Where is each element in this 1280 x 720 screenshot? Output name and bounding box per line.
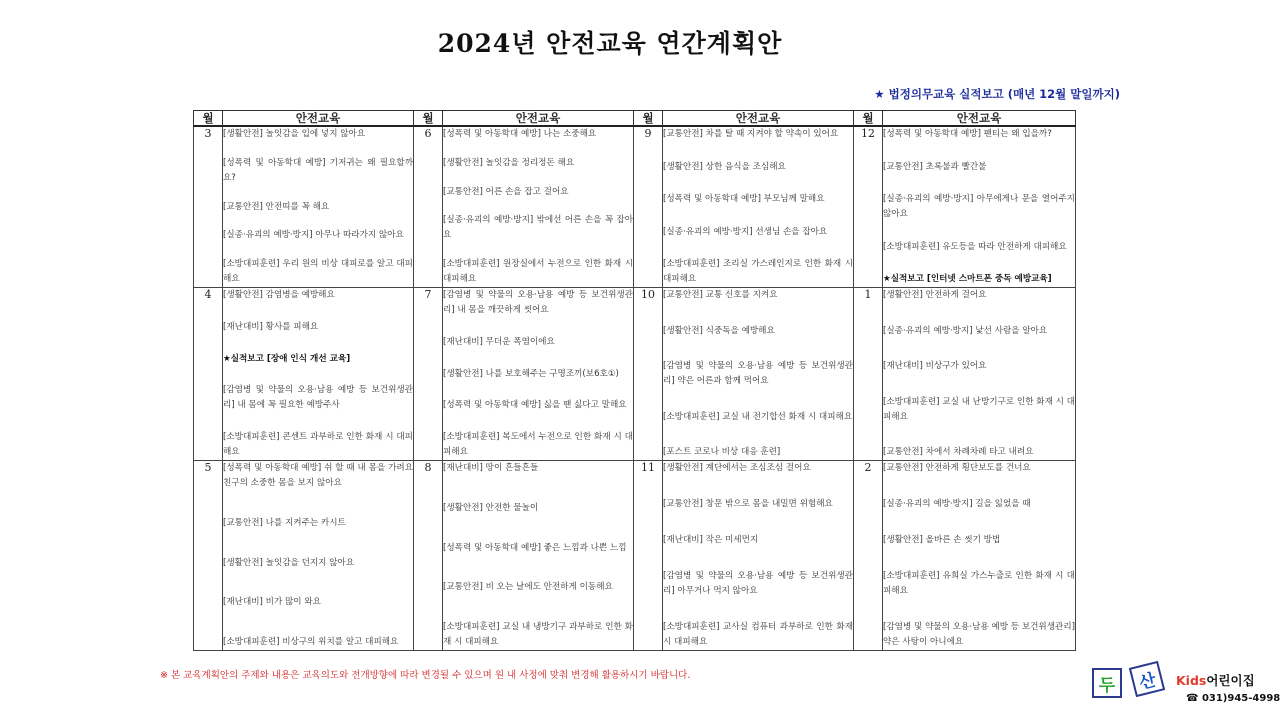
month-cell: 10 bbox=[634, 288, 663, 461]
month-cell: 4 bbox=[194, 288, 223, 461]
education-item: [실종·유괴의 예방·방지] 길을 잃었을 때 bbox=[883, 499, 1031, 509]
education-cell bbox=[443, 126, 634, 288]
table-row bbox=[194, 288, 1076, 461]
education-item: [교통안전] 안전띠를 꼭 해요 bbox=[223, 201, 330, 212]
education-item: [교통안전] 안전하게 횡단보도를 건너요 bbox=[883, 463, 1031, 473]
education-item: [생활안전] 안전한 물놀이 bbox=[443, 502, 539, 513]
header-safety-education: 안전교육 bbox=[223, 111, 414, 127]
education-item: [소방대피훈련] 교실 내 난방기구로 인한 화재 시 대피해요 bbox=[883, 396, 1075, 422]
header-month: 월 bbox=[854, 111, 883, 127]
education-item: [생활안전] 감염병을 예방해요 bbox=[223, 290, 335, 300]
education-cell bbox=[223, 461, 414, 651]
education-item: [소방대피훈련] 원장실에서 누전으로 인한 화재 시 대피해요 bbox=[443, 259, 633, 284]
education-list bbox=[223, 288, 413, 460]
education-list bbox=[443, 288, 633, 460]
month-cell: 2 bbox=[854, 461, 883, 651]
logo-kids-text: Kids bbox=[1176, 673, 1207, 688]
education-item: [생활안전] 계단에서는 조심조심 걸어요 bbox=[663, 463, 811, 473]
month-cell: 3 bbox=[194, 126, 223, 288]
month-cell: 9 bbox=[634, 126, 663, 288]
education-item: [재난대비] 땅이 흔들흔들 bbox=[443, 463, 539, 473]
education-cell bbox=[663, 126, 854, 288]
education-item: [소방대피훈련] 교실 내 전기합선 화재 시 대피해요 bbox=[663, 411, 853, 422]
education-item: [성폭력 및 아동학대 예방] 팬티는 왜 입을까? bbox=[883, 129, 1052, 139]
education-item: [성폭력 및 아동학대 예방] 싫을 땐 싫다고 말해요 bbox=[443, 400, 627, 411]
logo-char-box-1: 두 bbox=[1092, 668, 1122, 698]
header-month: 월 bbox=[414, 111, 443, 127]
education-item: [소방대피훈련] 우리 원의 비상 대피로를 알고 대피해요 bbox=[223, 259, 413, 284]
education-item: [감염병 및 약물의 오용·남용 예방 등 보건위생관리] 약은 사탕이 아니에요 bbox=[883, 622, 1075, 647]
education-item-highlight: ★실적보고 [인터넷 스마트폰 중독 예방교육] bbox=[883, 274, 1052, 284]
education-list bbox=[883, 127, 1075, 287]
education-list bbox=[883, 288, 1075, 460]
education-cell bbox=[663, 288, 854, 461]
education-item: [포스트 코로나 비상 대응 훈련] bbox=[663, 447, 781, 457]
education-item: [교통안전] 교통 신호를 지켜요 bbox=[663, 290, 778, 300]
education-item: [감염병 및 약물의 오용·남용 예방 등 보건위생관리] 아무거나 먹지 않아요 bbox=[663, 571, 853, 596]
table-row bbox=[194, 126, 1076, 288]
education-item: [교통안전] 차를 탈 때 지켜야 할 약속이 있어요 bbox=[663, 129, 839, 139]
education-item: [소방대피훈련] 조리실 가스레인지로 인한 화재 시 대피해요 bbox=[663, 259, 853, 284]
education-item: [소방대피훈련] 교사실 컴퓨터 과부하로 인한 화재 시 대피해요 bbox=[663, 622, 853, 647]
education-item: [생활안전] 상한 음식을 조심해요 bbox=[663, 161, 786, 172]
education-item: [실종·유괴의 예방·방지] 아무에게나 문을 열어주지 않아요 bbox=[883, 194, 1075, 219]
education-list bbox=[883, 461, 1075, 650]
education-item: [교통안전] 나를 지켜주는 카시트 bbox=[223, 517, 346, 528]
month-cell: 1 bbox=[854, 288, 883, 461]
education-item: [생활안전] 나를 보호해주는 구명조끼(보6호①) bbox=[443, 368, 619, 379]
report-notice: ★ 법정의무교육 실적보고 (매년 12월 말일까지) bbox=[874, 87, 1120, 101]
education-list bbox=[443, 127, 633, 287]
footnote: ※ 본 교육계획안의 주제와 내용은 교육의도와 전개방향에 따라 변경될 수 있으며 원 내 사정에 맞춰 변경해 활용하시기 바랍니다. bbox=[160, 670, 691, 681]
education-item: [재난대비] 비상구가 있어요 bbox=[883, 361, 987, 371]
education-cell bbox=[663, 461, 854, 651]
header-month: 월 bbox=[194, 111, 223, 127]
education-item: [교통안전] 초록불과 빨간불 bbox=[883, 161, 987, 172]
education-cell bbox=[443, 461, 634, 651]
education-cell bbox=[883, 288, 1076, 461]
education-item: [실종·유괴의 예방·방지] 선생님 손을 잡아요 bbox=[663, 226, 828, 237]
education-item: [교통안전] 어른 손을 잡고 걸어요 bbox=[443, 186, 569, 197]
education-item: [교통안전] 차에서 차례차례 타고 내려요 bbox=[883, 447, 1034, 457]
page-title: 2024년 안전교육 연간계획안 bbox=[437, 29, 783, 58]
logo-name-text: 어린이집 bbox=[1206, 673, 1255, 688]
education-item: [재난대비] 황사를 피해요 bbox=[223, 321, 319, 332]
education-item: [소방대피훈련] 비상구의 위치를 알고 대피해요 bbox=[223, 637, 399, 647]
education-list bbox=[223, 461, 413, 650]
education-item: [교통안전] 창문 밖으로 몸을 내밀면 위험해요 bbox=[663, 499, 833, 509]
month-cell: 12 bbox=[854, 126, 883, 288]
table-body bbox=[194, 126, 1076, 651]
header-safety-education: 안전교육 bbox=[443, 111, 634, 127]
month-cell: 6 bbox=[414, 126, 443, 288]
education-item: [성폭력 및 아동학대 예방] 좋은 느낌과 나쁜 느낌 bbox=[443, 542, 627, 553]
education-item: [소방대피훈련] 유희실 가스누출로 인한 화재 시 대피해요 bbox=[883, 571, 1075, 596]
education-item: [생활안전] 놀잇감을 정리정돈 해요 bbox=[443, 157, 575, 168]
education-item: [생활안전] 올바른 손 씻기 방법 bbox=[883, 535, 1001, 545]
education-item: [소방대피훈련] 유도등을 따라 안전하게 대피해요 bbox=[883, 241, 1067, 252]
month-cell: 8 bbox=[414, 461, 443, 651]
logo-phone: ☎ 031)945-4998 bbox=[1186, 693, 1280, 704]
daycare-logo bbox=[1092, 662, 1280, 710]
education-item: [실종·유괴의 예방·방지] 밖에선 어른 손을 꼭 잡아요 bbox=[443, 215, 633, 241]
education-list bbox=[443, 461, 633, 650]
education-cell bbox=[883, 126, 1076, 288]
education-item: [실종·유괴의 예방·방지] 아무나 따라가지 않아요 bbox=[223, 230, 404, 241]
logo-char-box-2: 산 bbox=[1129, 661, 1165, 697]
education-item: [성폭력 및 아동학대 예방] 쉬 할 때 내 몸을 가려요 친구의 소중한 몸을 보지 않아요 bbox=[223, 463, 413, 488]
education-item: [감염병 및 약물의 오용·남용 예방 등 보건위생관리] 약은 어른과 함께 먹어요 bbox=[663, 361, 853, 386]
education-item: [소방대피훈련] 복도에서 누전으로 인한 화재 시 대피해요 bbox=[443, 432, 633, 457]
table-row bbox=[194, 461, 1076, 651]
education-item: [재난대비] 작은 미세먼지 bbox=[663, 535, 759, 545]
header-safety-education: 안전교육 bbox=[663, 111, 854, 127]
month-cell: 7 bbox=[414, 288, 443, 461]
education-list bbox=[663, 461, 853, 650]
education-item: [생활안전] 놀잇감을 던지지 않아요 bbox=[223, 557, 355, 568]
education-cell bbox=[223, 126, 414, 288]
education-cell bbox=[223, 288, 414, 461]
education-item: [교통안전] 비 오는 날에도 안전하게 이동해요 bbox=[443, 582, 613, 593]
education-item: [생활안전] 식중독을 예방해요 bbox=[663, 325, 775, 336]
education-item-highlight: ★실적보고 [장애 인식 개선 교육] bbox=[223, 353, 351, 364]
month-cell: 11 bbox=[634, 461, 663, 651]
education-item: [재난대비] 비가 많이 와요 bbox=[223, 597, 321, 608]
header-safety-education: 안전교육 bbox=[883, 111, 1076, 127]
education-item: [소방대피훈련] 교실 내 냉방기구 과부하로 인한 화재 시 대피해요 bbox=[443, 622, 633, 647]
education-item: [실종·유괴의 예방·방지] 낯선 사람을 알아요 bbox=[883, 325, 1048, 336]
education-item: [성폭력 및 아동학대 예방] 부모님께 말해요 bbox=[663, 194, 825, 204]
education-cell bbox=[443, 288, 634, 461]
education-item: [생활안전] 놀잇감을 입에 넣지 않아요 bbox=[223, 129, 366, 139]
education-list bbox=[663, 127, 853, 287]
education-list bbox=[663, 288, 853, 460]
education-cell bbox=[883, 461, 1076, 651]
education-item: [소방대피훈련] 콘센트 과부하로 인한 화재 시 대피해요 bbox=[223, 432, 413, 457]
header-row bbox=[194, 111, 1076, 127]
month-cell: 5 bbox=[194, 461, 223, 651]
education-item: [재난대비] 무더운 폭염이에요 bbox=[443, 336, 555, 347]
education-item: [성폭력 및 아동학대 예방] 나는 소중해요 bbox=[443, 129, 597, 139]
header-month: 월 bbox=[634, 111, 663, 127]
safety-plan-table bbox=[193, 110, 1076, 651]
logo-name bbox=[1176, 671, 1255, 689]
education-item: [생활안전] 안전하게 걸어요 bbox=[883, 290, 987, 300]
education-item: [감염병 및 약물의 오용·남용 예방 등 보건위생관리] 내 몸을 깨끗하게 씻어요 bbox=[443, 290, 633, 315]
education-item: [감염병 및 약물의 오용·남용 예방 등 보건위생관리] 내 몸에 꼭 필요한 예방주사 bbox=[223, 385, 413, 411]
education-item: [성폭력 및 아동학대 예방] 기저귀는 왜 필요할까요? bbox=[223, 157, 413, 183]
table-header bbox=[194, 111, 1076, 127]
education-list bbox=[223, 127, 413, 287]
